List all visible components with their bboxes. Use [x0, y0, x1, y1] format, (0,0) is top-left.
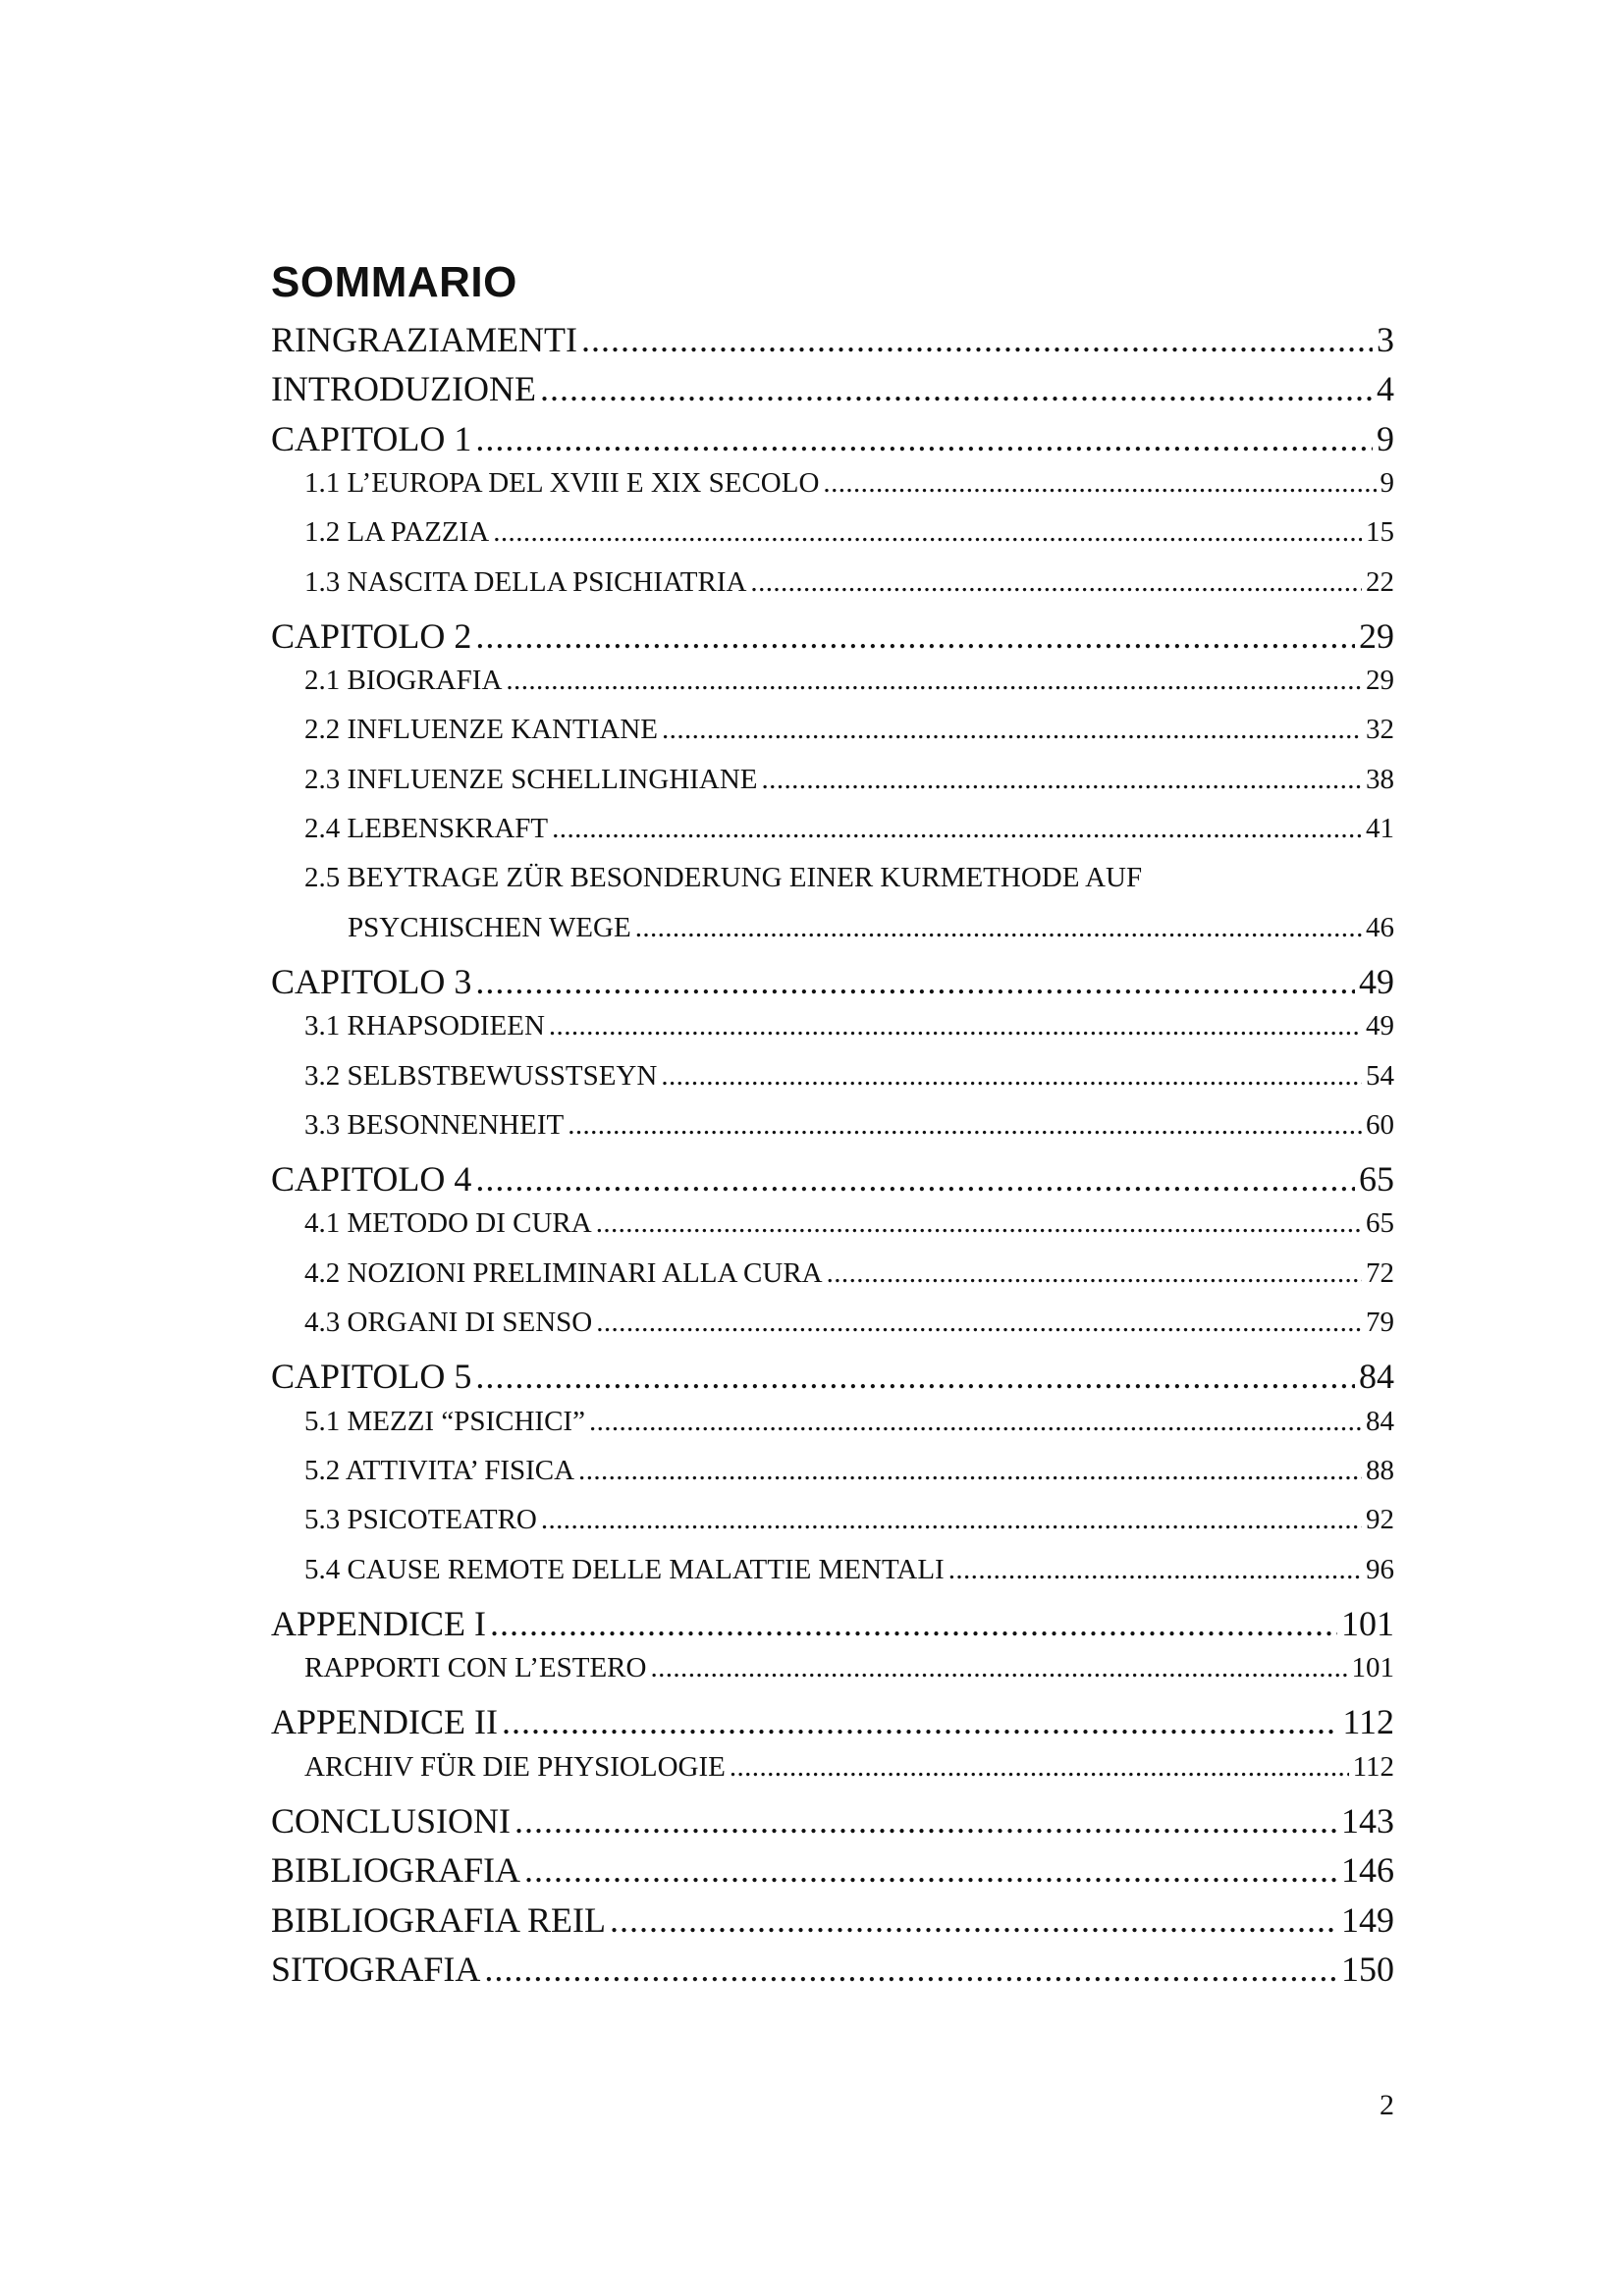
toc-entry-page: 29 — [1366, 665, 1394, 697]
toc-dot-leader — [541, 1504, 1362, 1536]
toc-entry-page: 9 — [1377, 418, 1394, 458]
toc-dot-leader — [475, 1158, 1355, 1200]
toc-entry-page: 112 — [1342, 1702, 1394, 1742]
toc-section-entry — [304, 1257, 1394, 1307]
toc-dot-leader — [827, 1257, 1362, 1290]
toc-dot-leader — [540, 368, 1373, 409]
toc-entry-label: 4.1 METODO DI CURA — [304, 1207, 592, 1240]
toc-entry-label: 1.3 NASCITA DELLA PSICHIATRIA — [304, 565, 747, 598]
toc-dot-leader — [650, 1652, 1347, 1684]
toc-entry-label: INTRODUZIONE — [271, 369, 536, 409]
toc-entry-page: 146 — [1341, 1850, 1394, 1891]
toc-entry-page: 92 — [1366, 1504, 1394, 1536]
toc-entry-label: RAPPORTI CON L’ESTERO — [304, 1652, 647, 1684]
toc-entry-page: 149 — [1341, 1899, 1394, 1940]
toc-entry-label: 5.1 MEZZI “PSICHICI” — [304, 1405, 585, 1437]
toc-section-entry — [304, 665, 1394, 714]
toc-section-entry — [304, 1406, 1394, 1455]
toc-dot-leader — [568, 1109, 1362, 1142]
toc-entry-page: 15 — [1366, 516, 1394, 549]
toc-entry-page: 29 — [1359, 615, 1394, 656]
toc-entry-label: 5.2 ATTIVITA’ FISICA — [304, 1454, 575, 1486]
toc-section-entry — [304, 1455, 1394, 1504]
toc-section-entry — [304, 1109, 1394, 1158]
toc-chapter-entry — [271, 1949, 1394, 1998]
toc-section-entry — [304, 1504, 1394, 1553]
toc-dot-leader — [661, 1060, 1362, 1093]
toc-entry-page: 101 — [1341, 1603, 1394, 1643]
toc-chapter-entry — [271, 1849, 1394, 1898]
toc-entry-label: SITOGRAFIA — [271, 1949, 481, 1989]
toc-entry-label: BIBLIOGRAFIA — [271, 1850, 521, 1891]
toc-section-entry — [304, 1010, 1394, 1059]
toc-dot-leader — [484, 1949, 1337, 1990]
toc-section-entry — [304, 1751, 1394, 1800]
toc-dot-leader — [823, 467, 1376, 500]
toc-chapter-entry — [271, 319, 1394, 368]
toc-section-entry — [304, 1060, 1394, 1109]
toc-entry-page: 79 — [1366, 1307, 1394, 1338]
toc-dot-leader — [514, 1800, 1337, 1842]
toc-section-entry — [304, 764, 1394, 813]
toc-entry-page: 101 — [1351, 1652, 1394, 1684]
toc-dot-leader — [524, 1849, 1337, 1891]
toc-entry-page: 96 — [1366, 1553, 1394, 1585]
toc-entry-label: 2.2 INFLUENZE KANTIANE — [304, 714, 659, 746]
toc-dot-leader — [589, 1406, 1362, 1438]
toc-dot-leader — [475, 961, 1355, 1002]
toc-entry-page: 84 — [1359, 1357, 1394, 1397]
toc-entry-label: CAPITOLO 4 — [271, 1159, 472, 1200]
toc-entry-label: 5.4 CAUSE REMOTE DELLE MALATTIE MENTALI — [304, 1553, 945, 1585]
toc-entry-page: 41 — [1366, 813, 1394, 844]
toc-dot-leader — [596, 1307, 1362, 1339]
toc-entry-label: CAPITOLO 5 — [271, 1357, 472, 1397]
toc-chapter-entry — [271, 615, 1394, 665]
toc-chapter-entry — [271, 1701, 1394, 1750]
toc-chapter-entry — [271, 1158, 1394, 1207]
toc-entry-label: CAPITOLO 1 — [271, 418, 472, 458]
toc-entry-label: 1.2 LA PAZZIA — [304, 516, 490, 549]
toc-dot-leader — [475, 418, 1373, 459]
toc-entry-label: ARCHIV FÜR DIE PHYSIOLOGIE — [304, 1750, 726, 1783]
toc-entry-label: BIBLIOGRAFIA REIL — [271, 1899, 606, 1940]
toc-section-entry — [304, 862, 1394, 911]
toc-entry-label: PSYCHISCHEN WEGE — [348, 911, 631, 943]
toc-section-entry — [304, 1207, 1394, 1256]
toc-entry-label: 3.2 SELBSTBEWUSSTSEYN — [304, 1059, 658, 1092]
toc-dot-leader — [475, 1356, 1355, 1397]
toc-dot-leader — [750, 566, 1362, 599]
toc-entry-page: 3 — [1377, 320, 1394, 359]
toc-entry-label: APPENDICE II — [271, 1702, 498, 1742]
toc-section-entry — [304, 1554, 1394, 1603]
toc-dot-leader — [578, 1455, 1362, 1487]
toc-dot-leader — [506, 665, 1362, 697]
toc-dot-leader — [610, 1899, 1337, 1941]
toc-entry-label: 3.1 RHAPSODIEEN — [304, 1010, 545, 1042]
toc-section-entry — [304, 566, 1394, 615]
toc-entry-page: 32 — [1366, 714, 1394, 746]
toc-section-entry — [304, 1307, 1394, 1356]
toc-entry-page: 38 — [1366, 763, 1394, 795]
toc-chapter-entry — [271, 1800, 1394, 1849]
toc-chapter-entry — [271, 1356, 1394, 1405]
toc-entry-label: 2.4 LEBENSKRAFT — [304, 813, 549, 844]
toc-entry-page: 22 — [1366, 565, 1394, 598]
toc-entry-page: 49 — [1359, 961, 1394, 1001]
toc-entry-page: 150 — [1341, 1949, 1394, 1989]
toc-entry-label: 2.5 BEYTRAGE ZÜR BESONDERUNG EINER KURMETHODE AUF — [304, 862, 1143, 894]
toc-entry-label: CAPITOLO 3 — [271, 961, 472, 1001]
toc-entry-page: 65 — [1359, 1159, 1394, 1200]
toc-dot-leader — [552, 813, 1362, 845]
toc-entry-label: 1.1 L’EUROPA DEL XVIII E XIX SECOLO — [304, 466, 820, 499]
toc-chapter-entry — [271, 368, 1394, 417]
toc-entry-label: CAPITOLO 2 — [271, 615, 472, 656]
toc-section-entry — [304, 714, 1394, 763]
toc-section-entry — [304, 467, 1394, 516]
toc-entry-page: 84 — [1366, 1405, 1394, 1437]
toc-entry-page: 72 — [1366, 1256, 1394, 1289]
toc-entry-page: 49 — [1366, 1010, 1394, 1042]
toc-chapter-entry — [271, 1603, 1394, 1652]
toc-entry-label: 2.1 BIOGRAFIA — [304, 665, 503, 697]
toc-dot-leader — [490, 1603, 1337, 1644]
toc-dot-leader — [581, 319, 1373, 360]
toc-entry-label: 4.2 NOZIONI PRELIMINARI ALLA CURA — [304, 1256, 823, 1289]
toc-section-entry — [304, 516, 1394, 565]
toc-dot-leader — [730, 1751, 1349, 1784]
toc-entry-label: 5.3 PSICOTEATRO — [304, 1504, 537, 1536]
toc-entry-page: 9 — [1380, 466, 1394, 499]
toc-dot-leader — [662, 714, 1362, 746]
toc-dot-leader — [596, 1207, 1362, 1240]
toc-chapter-entry — [271, 1899, 1394, 1949]
toc-entry-page: 46 — [1366, 911, 1394, 943]
toc-entry-label: RINGRAZIAMENTI — [271, 320, 577, 359]
toc-entry-label: CONCLUSIONI — [271, 1801, 512, 1841]
toc-dot-leader — [549, 1010, 1362, 1042]
toc-dot-leader — [762, 764, 1362, 796]
toc-entry-page: 65 — [1366, 1207, 1394, 1240]
toc-dot-leader — [635, 912, 1362, 944]
page-number: 2 — [1380, 2089, 1394, 2121]
toc-chapter-entry — [271, 418, 1394, 467]
toc-entry-page: 60 — [1366, 1108, 1394, 1141]
toc-entry-page: 4 — [1377, 369, 1394, 409]
toc-dot-leader — [502, 1701, 1338, 1742]
toc-entry-label: 2.3 INFLUENZE SCHELLINGHIANE — [304, 763, 758, 795]
toc-entry-page: 143 — [1341, 1801, 1394, 1841]
toc-dot-leader — [948, 1554, 1362, 1586]
toc-section-entry — [304, 813, 1394, 862]
toc-section-entry — [304, 1652, 1394, 1701]
toc-entry-page: 54 — [1366, 1059, 1394, 1092]
toc-chapter-entry — [271, 961, 1394, 1010]
toc-dot-leader — [475, 615, 1355, 657]
toc-entry-label: APPENDICE I — [271, 1603, 487, 1643]
toc-entry-page: 88 — [1366, 1454, 1394, 1486]
toc-dot-leader — [493, 516, 1362, 549]
toc-entry-label: 4.3 ORGANI DI SENSO — [304, 1307, 593, 1338]
toc-entry-label: 3.3 BESONNENHEIT — [304, 1108, 565, 1141]
toc-entry-page: 112 — [1352, 1750, 1394, 1783]
toc-heading: SOMMARIO — [271, 258, 517, 306]
toc-section-entry — [348, 912, 1394, 961]
